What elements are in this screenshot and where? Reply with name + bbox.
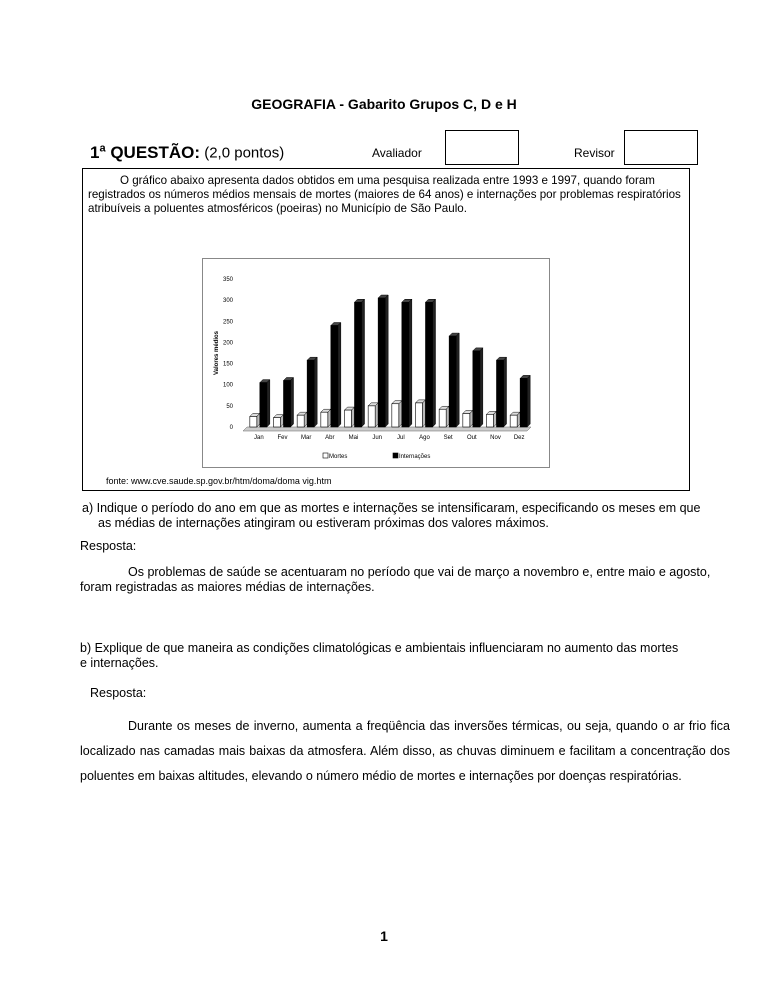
bar-internacoes bbox=[355, 302, 362, 427]
revisor-box[interactable] bbox=[624, 130, 698, 165]
question-a-line2: as médias de internações atingiram ou estiveram próximas dos valores máximos. bbox=[98, 516, 549, 530]
question-ordinal: a bbox=[99, 142, 106, 154]
bar-mortes-side bbox=[352, 407, 355, 427]
question-b-line2: e internações. bbox=[80, 656, 159, 670]
answer-b: Durante os meses de inverno, aumenta a freqüência das inversões térmicas, ou seja, quando o ar frio fica localizado nas camadas mais baixas da atmosfera. Além disso, as chuvas diminuem e facilitam a concentração dos poluentes em baixas altitudes, elevando o número médio de mortes e internações por doenças respiratórias. bbox=[80, 719, 730, 783]
y-tick-label: 250 bbox=[222, 319, 233, 326]
revisor-label: Revisor bbox=[574, 146, 615, 160]
bar-mortes bbox=[463, 413, 470, 427]
x-tick-label: Ago bbox=[419, 435, 430, 441]
legend-label-mortes: Mortes bbox=[329, 454, 348, 460]
bar-mortes bbox=[487, 414, 494, 427]
bar-mortes bbox=[510, 415, 517, 427]
resposta-a-label: Resposta: bbox=[80, 539, 137, 553]
bar-internacoes bbox=[307, 360, 314, 427]
bar-internacoes bbox=[331, 326, 338, 427]
bar-mortes bbox=[297, 415, 304, 427]
bar-internacoes bbox=[284, 380, 291, 427]
bar-internacoes bbox=[497, 360, 504, 427]
bar-internacoes-side bbox=[456, 333, 459, 427]
x-tick-label: Jul bbox=[396, 435, 405, 441]
x-tick-label: Set bbox=[443, 435, 453, 441]
x-tick-label: Out bbox=[466, 435, 477, 441]
bar-mortes-side bbox=[375, 403, 378, 427]
y-tick-label: 100 bbox=[222, 382, 233, 389]
question-number: 1 bbox=[90, 142, 100, 162]
y-tick-label: 150 bbox=[222, 361, 233, 368]
bar-internacoes bbox=[449, 336, 456, 427]
page-title: GEOGRAFIA - Gabarito Grupos C, D e H bbox=[251, 96, 517, 112]
bar-internacoes bbox=[473, 351, 480, 427]
x-tick-label: Jan bbox=[253, 435, 264, 441]
bar-mortes-side bbox=[494, 411, 497, 427]
y-tick-label: 350 bbox=[222, 277, 233, 283]
bar-mortes bbox=[250, 416, 257, 427]
bar-internacoes bbox=[520, 378, 527, 427]
bar-internacoes bbox=[402, 302, 409, 427]
answer-a: Os problemas de saúde se acentuaram no período que vai de março a novembro e, entre maio e agosto, foram registradas as maiores médias de internações. bbox=[80, 565, 711, 594]
y-tick-label: 0 bbox=[229, 425, 233, 431]
bar-mortes bbox=[321, 412, 328, 427]
x-tick-label: Mar bbox=[300, 435, 312, 441]
y-tick-label: 300 bbox=[222, 298, 233, 305]
bar-internacoes-side bbox=[504, 357, 507, 427]
bar-mortes bbox=[345, 410, 352, 427]
question-points: (2,0 pontos) bbox=[200, 144, 285, 162]
bar-mortes-side bbox=[446, 406, 449, 427]
resposta-b-label: Resposta: bbox=[90, 686, 147, 700]
bar-mortes bbox=[416, 403, 423, 427]
page-number: 1 bbox=[380, 928, 388, 944]
bar-mortes-side bbox=[470, 410, 473, 427]
chart-container bbox=[202, 258, 550, 468]
legend-swatch-mortes bbox=[323, 453, 328, 458]
bar-internacoes bbox=[426, 302, 433, 427]
bar-internacoes-side bbox=[409, 299, 412, 427]
y-tick-label: 200 bbox=[222, 340, 233, 347]
y-axis-label: Valores médios bbox=[214, 330, 220, 376]
avaliador-label: Avaliador bbox=[372, 146, 422, 160]
x-tick-label: Jun bbox=[372, 435, 383, 441]
bar-internacoes-side bbox=[433, 299, 436, 427]
x-tick-label: Abr bbox=[325, 435, 335, 441]
bar-internacoes-side bbox=[527, 375, 530, 427]
source-note: fonte: www.cve.saude.sp.gov.br/htm/doma/doma vig.htm bbox=[106, 476, 332, 486]
legend-label-internacoes: Internações bbox=[399, 454, 431, 460]
bar-internacoes-side bbox=[314, 357, 317, 427]
bar-mortes bbox=[274, 418, 281, 427]
legend-swatch-internacoes bbox=[393, 453, 398, 458]
question-a-line1: Indique o período do ano em que as mortes e internações se intensificaram, especificando os meses em que bbox=[96, 501, 701, 515]
question-a bbox=[82, 501, 722, 531]
x-tick-label: Fev bbox=[277, 435, 288, 441]
bar-mortes bbox=[439, 409, 446, 427]
x-tick-label: Dez bbox=[513, 435, 525, 441]
y-tick-label: 50 bbox=[226, 403, 233, 410]
bar-internacoes-side bbox=[385, 295, 388, 427]
bar-mortes-side bbox=[304, 412, 307, 427]
bar-internacoes-side bbox=[480, 348, 483, 427]
question-b-line1: Explique de que maneira as condições climatológicas e ambientais influenciaram no aumento das mortes bbox=[94, 641, 679, 655]
bar-chart bbox=[203, 259, 549, 467]
x-tick-label: Mai bbox=[348, 435, 359, 441]
bar-mortes-side bbox=[423, 400, 426, 427]
bar-internacoes bbox=[378, 298, 385, 427]
question-heading bbox=[90, 142, 284, 163]
chart-floor bbox=[243, 427, 531, 431]
question-a-label: a) bbox=[82, 501, 94, 515]
bar-internacoes-side bbox=[267, 380, 270, 427]
bar-internacoes-side bbox=[362, 299, 365, 427]
bar-mortes-side bbox=[399, 401, 402, 427]
bar-mortes bbox=[368, 406, 375, 427]
question-b-label: b) bbox=[80, 641, 92, 655]
question-label: QUESTÃO: bbox=[105, 142, 201, 162]
bar-mortes-side bbox=[517, 412, 520, 427]
question-b bbox=[80, 641, 720, 671]
bar-internacoes-side bbox=[291, 377, 294, 427]
bar-internacoes-side bbox=[338, 323, 341, 427]
intro-text: O gráfico abaixo apresenta dados obtidos em uma pesquisa realizada entre 1993 e 1997, quando foram registrados os números médios mensais de mortes (maiores de 64 anos) e internações por problemas respiratórios atribuíveis a poluentes atmosféricos (poeiras) no Município de São Paulo. bbox=[88, 174, 681, 215]
avaliador-box[interactable] bbox=[445, 130, 519, 165]
x-tick-label: Nov bbox=[490, 435, 501, 441]
bar-mortes-side bbox=[328, 409, 331, 427]
bar-internacoes bbox=[260, 383, 267, 427]
bar-mortes bbox=[392, 404, 399, 427]
